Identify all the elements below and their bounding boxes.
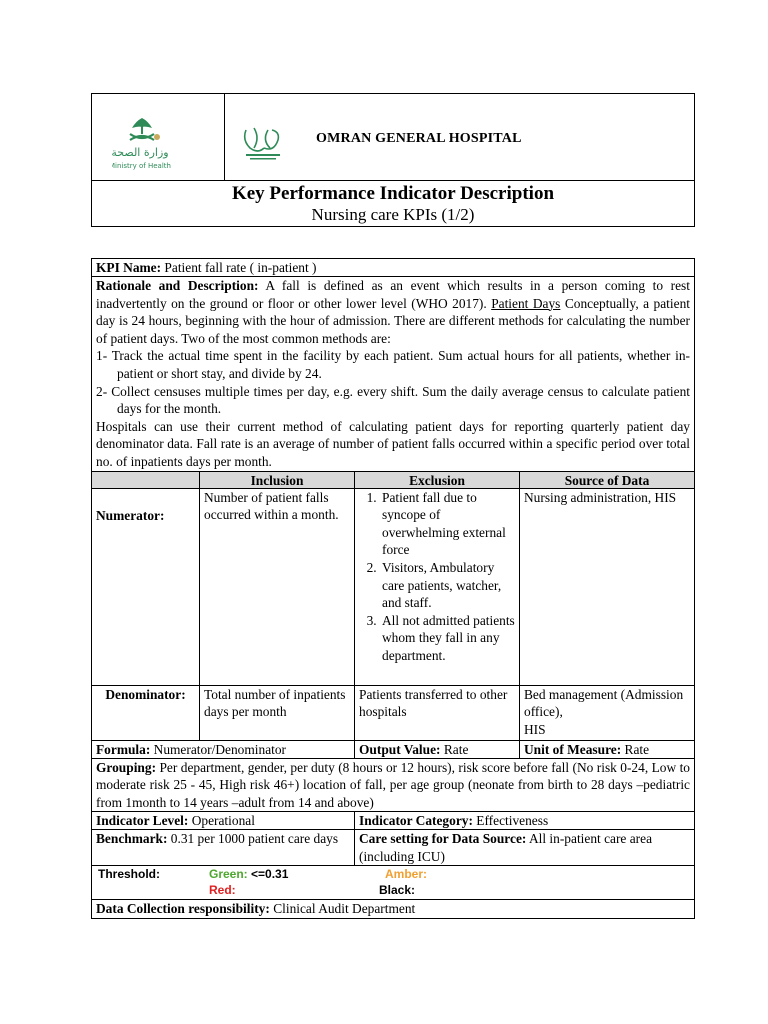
page-title: Key Performance Indicator Description [231,183,555,204]
responsibility-label: Data Collection responsibility: [96,901,270,917]
numerator-label: Numerator: [92,489,200,685]
threshold-black-label: Black: [379,883,416,898]
kpi-name-row [92,259,694,277]
exclusion-item: 1. Patient fall due to syncope of overwhelming external force [380,489,515,559]
source-header: Source of Data [564,472,650,488]
kpi-table [91,258,695,919]
exclusion-item: 2. Visitors, Ambulatory care patients, watcher, and staff. [380,559,515,612]
threshold-red-label: Red: [209,883,236,898]
patient-days-term: Patient Days [491,295,561,311]
threshold-row [92,866,694,900]
responsibility-value: Clinical Audit Department [269,901,416,917]
denominator-source-1: Bed management (Admission office), [524,686,684,720]
output-label: Output Value: [359,741,441,757]
rationale-row [92,277,694,472]
output-value: Rate [440,741,469,757]
denominator-inclusion: Total number of inpatients days per month [200,686,355,740]
omran-hospital-logo [240,124,286,164]
method-1: 1- Track the actual time spent in the facility by each patient. Sum actual hours for all patients, whether in-patient or short stay, and divide by 24. [96,348,690,381]
ministry-of-health-logo [112,114,202,172]
rationale-label: Rationale and Description: [96,278,259,293]
formula-value: Numerator/Denominator [150,741,287,757]
rationale-text-3: Hospitals can use their current method of calculating patient days for reporting quarterly patient day denominator data. Fall rate is an average of number of patient falls occurred within a specific period over total no. of inpatients days per month. [96,418,690,469]
numerator-source: Nursing administration, HIS [524,489,677,505]
indicator-level-value: Operational [188,813,255,829]
threshold-green-value: <=0.31 [247,867,289,882]
grouping-row [92,759,694,813]
numerator-exclusions [359,489,515,665]
moh-arabic-text: وزارة الصحة [112,146,169,159]
denominator-exclusion: Patients transferred to other hospitals [355,686,520,740]
threshold-amber-label: Amber: [385,867,428,882]
threshold-green-label: Green: [209,867,248,882]
table-header-row [92,472,694,489]
exclusion-header: Exclusion [355,472,520,490]
benchmark-label: Benchmark: [96,831,168,847]
rationale-text-2: Conceptually, a patient day is 24 hours, beginning with the hour of admission. There are different methods for calculating the number of patient days. Two of the most common methods are: [96,295,690,346]
denominator-row [92,686,694,741]
benchmark-value: 0.31 per 1000 patient care days [167,831,339,847]
formula-label: Formula: [96,741,151,757]
benchmark-row [92,830,694,866]
indicator-level-label: Indicator Level: [96,813,189,829]
exclusion-item: 3. All not admitted patients whom they fall in any department. [380,612,515,665]
unit-label: Unit of Measure: [524,741,622,757]
indicator-row [92,812,694,830]
numerator-inclusion: Number of patient falls occurred within a month. [200,489,355,685]
denominator-label: Denominator: [92,686,200,740]
moh-english-text: Ministry of Health [112,162,171,170]
indicator-category-label: Indicator Category: [359,813,473,829]
method-2: 2- Collect censuses multiple times per day, e.g. every shift. Sum the daily average census to calculate patient days for the month. [96,383,690,417]
grouping-label: Grouping: [96,759,157,775]
responsibility-row [92,900,694,918]
care-setting-value: All in-patient care area (including ICU) [359,831,653,864]
rationale-text-1: A fall is defined as an event which results in a person coming to rest inadvertently on the ground or floor or other lower level (WHO 2017). [96,278,690,311]
numerator-row [92,489,694,686]
document-header [91,93,695,227]
page-subtitle: Nursing care KPIs (1/2) [311,205,475,224]
inclusion-header: Inclusion [200,472,355,490]
kpi-name-label: KPI Name: [96,260,162,275]
denominator-source-2: HIS [524,721,546,737]
indicator-category-value: Effectiveness [472,813,549,829]
kpi-name-value: Patient fall rate ( in-patient ) [161,260,317,275]
grouping-value: Per department, gender, per duty (8 hours or 12 hours), risk score before fall (No risk 0-24, Low to moderate risk 25 - 45, High risk 46+) location of fall, per age group (neonate from birth to 28 days –pediatric from 1month to 14 years –adult from 14 and above) [96,759,690,810]
formula-row [92,741,694,759]
unit-value: Rate [621,741,650,757]
threshold-label: Threshold: [98,867,160,882]
care-setting-label: Care setting for Data Source: [359,831,527,847]
hospital-name: OMRAN GENERAL HOSPITAL [316,131,522,146]
